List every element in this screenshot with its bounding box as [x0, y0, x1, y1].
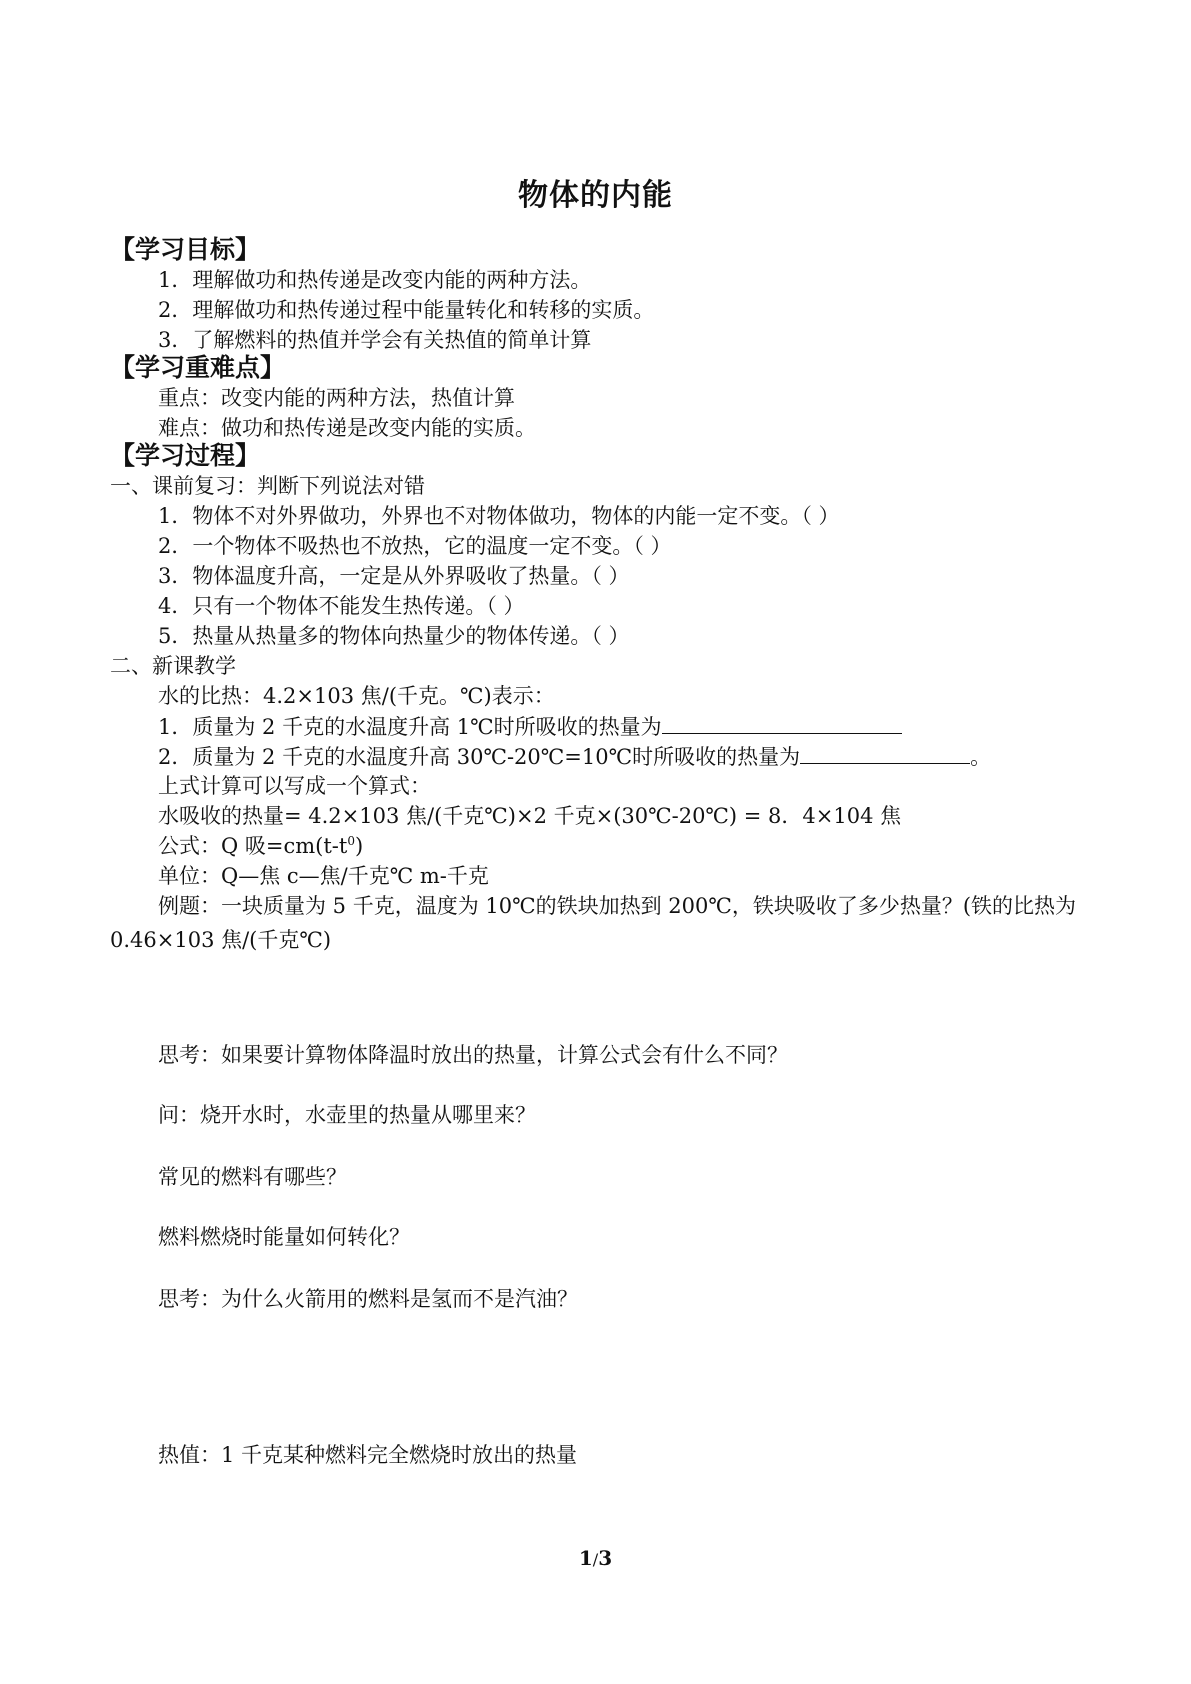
- objective-item: 2．理解做功和热传递过程中能量转化和转移的实质。: [158, 298, 655, 322]
- review-item: 4．只有一个物体不能发生热传递。（ ）: [158, 594, 525, 618]
- think-question-2: 思考：为什么火箭用的燃料是氢而不是汽油？: [158, 1287, 578, 1311]
- key-point: 重点：改变内能的两种方法，热值计算: [158, 386, 515, 410]
- objectives-heading: 【学习目标】: [110, 235, 261, 264]
- review-item: 1．物体不对外界做功，外界也不对物体做功，物体的内能一定不变。（ ）: [158, 504, 840, 528]
- think-question-1: 思考：如果要计算物体降温时放出的热量，计算公式会有什么不同？: [158, 1043, 788, 1067]
- energy-question: 燃料燃烧时能量如何转化？: [158, 1225, 410, 1249]
- process-heading: 【学习过程】: [110, 441, 261, 470]
- difficult-point: 难点：做功和热传递是改变内能的实质。: [158, 416, 536, 440]
- review-item: 2．一个物体不吸热也不放热，它的温度一定不变。（ ）: [158, 534, 672, 558]
- question-2-text: 2．质量为 2 千克的水温度升高 30℃-20℃=10℃时所吸收的热量为: [158, 745, 801, 769]
- example-paragraph: 例题：一块质量为 5 千克，温度为 10℃的铁块加热到 200℃，铁块吸收了多少热量？(铁的比热为 0.46×103 焦/(千克℃): [110, 894, 1077, 952]
- formula-superscript: 0: [347, 834, 355, 848]
- question-2: [158, 741, 991, 772]
- review-heading: 一、课前复习：判断下列说法对错: [110, 474, 425, 498]
- ask-question: 问：烧开水时，水壶里的热量从哪里来？: [158, 1103, 536, 1127]
- total-pages: 3: [598, 1546, 613, 1570]
- document-title: 物体的内能: [518, 178, 673, 213]
- objective-item: 1．理解做功和热传递是改变内能的两种方法。: [158, 268, 592, 292]
- fuels-question: 常见的燃料有哪些？: [158, 1165, 347, 1189]
- page-separator: /: [592, 1550, 599, 1569]
- current-page: 1: [578, 1546, 593, 1570]
- question-1: [158, 711, 902, 742]
- units-line: 单位：Q—焦 c—焦/千克℃ m-千克: [158, 864, 489, 888]
- key-points-heading: 【学习重难点】: [110, 353, 286, 382]
- calculation-line: 水吸收的热量= 4.2×103 焦/(千克℃)×2 千克×(30℃-20℃) = 8．4×104 焦: [158, 804, 902, 828]
- review-item: 3．物体温度升高，一定是从外界吸收了热量。（ ）: [158, 564, 630, 588]
- question-1-text: 1．质量为 2 千克的水温度升高 1℃时所吸收的热量为: [158, 715, 662, 739]
- review-item: 5．热量从热量多的物体向热量少的物体传递。（ ）: [158, 624, 630, 648]
- answer-blank[interactable]: [800, 741, 970, 764]
- page-number: [0, 1546, 1191, 1570]
- heat-value-definition: 热值：1 千克某种燃料完全燃烧时放出的热量: [158, 1443, 578, 1467]
- answer-blank[interactable]: [662, 711, 902, 734]
- lesson-heading: 二、新课教学: [110, 654, 236, 678]
- formula-line: [158, 831, 363, 861]
- question-2-end: 。: [970, 745, 992, 769]
- formula-intro: 上式计算可以写成一个算式：: [158, 774, 431, 798]
- specific-heat-line: 水的比热：4.2×103 焦/(千克。℃)表示：: [158, 684, 555, 708]
- formula-suffix: ): [354, 834, 364, 858]
- objective-item: 3．了解燃料的热值并学会有关热值的简单计算: [158, 328, 592, 352]
- formula-prefix: 公式：Q 吸=cm(t-t: [158, 834, 348, 858]
